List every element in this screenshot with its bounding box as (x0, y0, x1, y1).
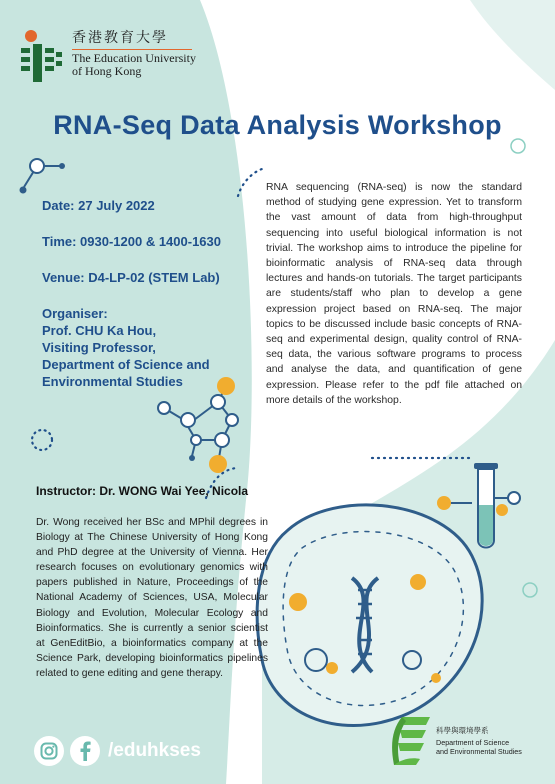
eduhk-emblem-icon (20, 30, 64, 84)
university-english-name-line1: The Education University (72, 51, 196, 65)
organiser-label: Organiser: (42, 306, 108, 321)
department-english-line2: and Environmental Studies (436, 747, 522, 756)
university-english-name-line2: of Hong Kong (72, 64, 142, 78)
event-date: Date: 27 July 2022 (42, 198, 155, 213)
department-chinese-name: 科學與環境學系 (436, 726, 489, 735)
instructor-bio: Dr. Wong received her BSc and MPhil degrees in Biology at The Chinese University of Hong Kong and PhD degree at the University of Vienna. Her research focuses on evolutionary genomics with papers published in Nature, Proceedings of the National Academy of Sciences, USA, Molecular Biology and Evolution, Molecular Ecology and Bioinformatics. She is currently a senior scientist at GenEditBio, a bioinformatics company at the Science Park, developing bioinformatics pipelines related to gene editing and gene therapy. (36, 517, 268, 679)
organiser-dept-line2: Environmental Studies (42, 374, 183, 389)
event-time: Time: 0930-1200 & 1400-1630 (42, 234, 221, 249)
page-title: RNA-Seq Data Analysis Workshop (53, 110, 502, 140)
social-links (34, 736, 201, 766)
eduhk-logo (20, 30, 196, 84)
workshop-description: RNA sequencing (RNA-seq) is now the standard method of studying gene expression. Yet to transform the vast amount of data from high-throughput sequencing into useful biological information is not trivial. The workshop aims to introduce the pipeline for bioinformatic analysis of RNA-seq data through lectures and hands-on tutorials. The target participants are students/staff who plan to develop a gene expression project based on RNA-seq. The major topics to be discussed include basic concepts of RNA-seq and experimental design, quality control of RNA-seq data, the various software programs to process and analyse the data, and quantification of gene expression. Please refer to the pdf file attached on more details of the workshop. (266, 182, 522, 406)
facebook-icon[interactable] (70, 736, 100, 766)
organiser-name: Prof. CHU Ka Hou, (42, 323, 157, 338)
organiser-dept-line1: Department of Science and (42, 357, 210, 372)
organiser-block (42, 305, 210, 390)
instagram-icon[interactable] (34, 736, 64, 766)
logo-divider (72, 49, 192, 50)
department-emblem-icon (388, 715, 432, 767)
event-venue: Venue: D4-LP-02 (STEM Lab) (42, 270, 220, 285)
social-handle[interactable]: /eduhkses (108, 740, 201, 761)
department-logo (388, 715, 522, 767)
organiser-title: Visiting Professor, (42, 340, 156, 355)
instructor-heading: Instructor: Dr. WONG Wai Yee, Nicola (36, 484, 249, 498)
university-chinese-name: 香港教育大學 (72, 30, 168, 46)
department-english-line1: Department of Science (436, 738, 510, 747)
